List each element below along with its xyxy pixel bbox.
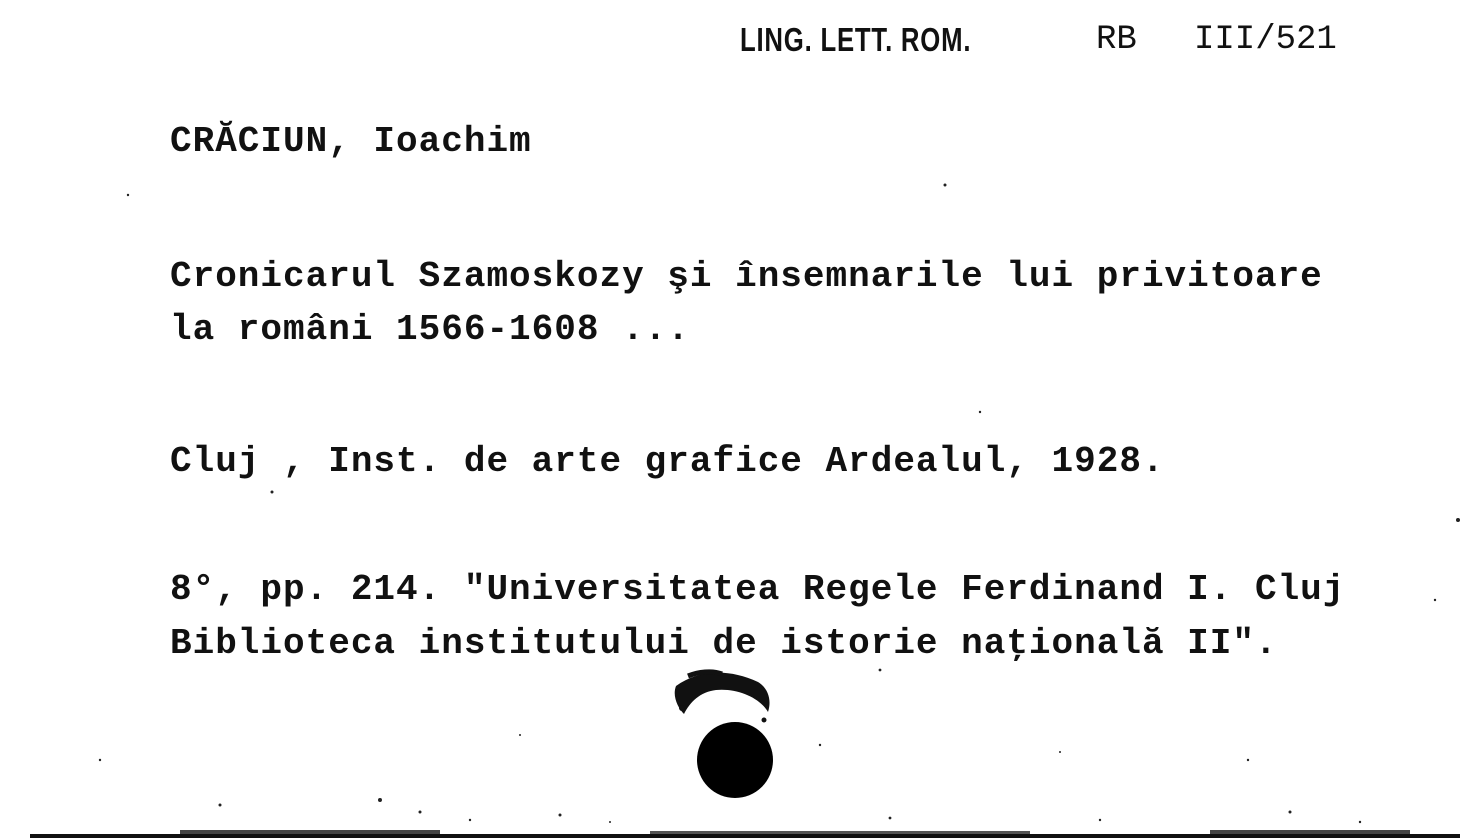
collation-line-1: 8°, pp. 214. "Universitatea Regele Ferdinand I. Cluj: [170, 569, 1346, 610]
shelfmark-subject: LING. LETT. ROM.: [740, 21, 972, 58]
shelfmark-collection: RB: [1096, 21, 1137, 59]
imprint-line: Cluj , Inst. de arte grafice Ardealul, 1928.: [170, 441, 1165, 482]
author-heading: CRĂCIUN, Ioachim: [170, 121, 532, 162]
card-bottom-edge: [30, 830, 1460, 840]
title-line-1: Cronicarul Szamoskozy şi însemnarile lui privitoare: [170, 256, 1323, 297]
punch-hole: [697, 722, 773, 798]
collation-line-2: Biblioteca institutului de istorie naţională II".: [170, 623, 1278, 664]
title-line-2: la români 1566-1608 ...: [170, 309, 690, 350]
shelfmark-number: III/521: [1194, 21, 1337, 59]
